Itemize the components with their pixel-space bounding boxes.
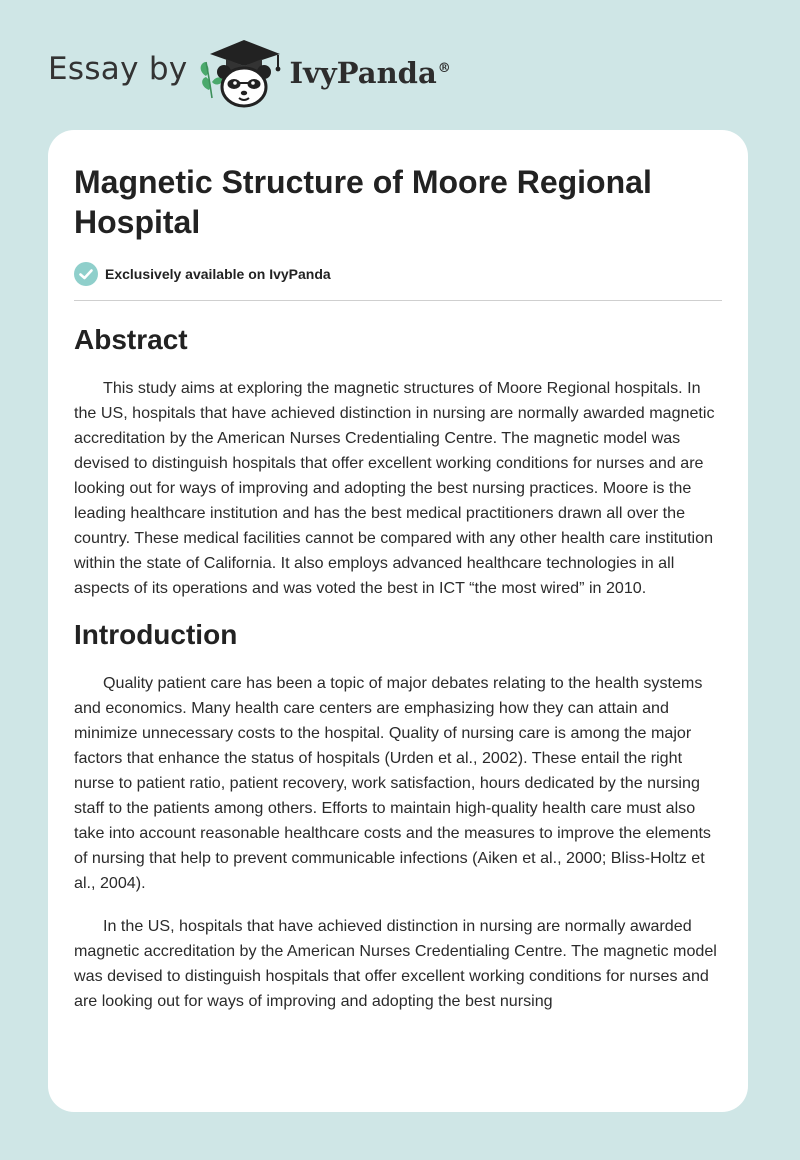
abstract-paragraph: This study aims at exploring the magnetic structures of Moore Regional hospitals. In the US, hospitals that have achieved distinction in nursing are normally awarded magnetic accreditation by the American Nurses Credentialing Centre. The magnetic model was devised to distinguish hospitals that offer excellent working conditions for nurses and are looking out for ways of improving and adopting the best nursing practices. Moore is the leading healthcare institution and has the best medical practitioners drawn all over the country. These medical facilities cannot be compared with any other health care institution within the state of California. It also employs advanced healthcare technologies in all aspects of its operations and was voted the best in ICT “the most wired” in 2010. (74, 379, 715, 597)
section-heading-introduction: Introduction (74, 619, 238, 650)
abstract-section (74, 323, 722, 601)
registered-mark: ® (437, 61, 451, 77)
introduction-section (74, 618, 722, 1014)
essay-card (48, 130, 748, 1112)
ivypanda-wordmark[interactable]: IvyPanda® (289, 56, 451, 90)
essay-by-label: Essay by (48, 51, 188, 87)
ivypanda-logo-icon[interactable] (196, 32, 288, 112)
section-heading-abstract: Abstract (74, 324, 188, 355)
check-circle-icon (74, 262, 98, 286)
site-header (48, 32, 451, 112)
exclusive-label: Exclusively available on IvyPanda (105, 266, 331, 282)
exclusive-badge (74, 262, 722, 301)
introduction-paragraph: Quality patient care has been a topic of major debates relating to the health systems and economics. Many health care centers are emphasizing how they can attain and minimize unnecessary costs to the hospital. Quality of nursing care is among the major factors that enhance the status of hospitals (Urden et al., 2002). These entail the right nurse to patient ratio, patient recovery, work satisfaction, hours dedicated by the nursing staff to the patients among others. Efforts to maintain high-quality health care must also take into account reasonable healthcare costs and the measures to improve the elements of nursing that help to prevent communicable infections (Aiken et al., 2000; Bliss-Holtz et al., 2004). (74, 674, 711, 892)
introduction-paragraph: In the US, hospitals that have achieved distinction in nursing are normally awarded magnetic accreditation by the American Nurses Credentialing Centre. The magnetic model was devised to distinguish hospitals that offer excellent working conditions for nurses and are looking out for ways of improving and adopting the best nursing (74, 917, 717, 1010)
essay-title: Magnetic Structure of Moore Regional Hospital (74, 164, 652, 240)
